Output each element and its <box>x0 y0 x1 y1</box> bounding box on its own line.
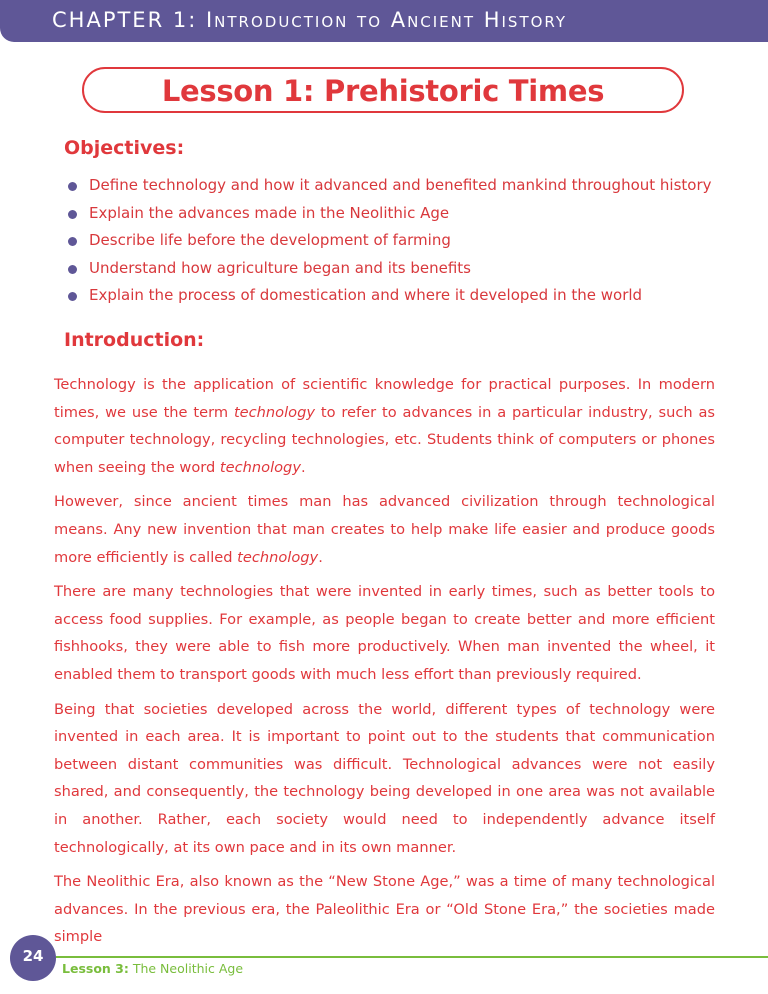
bullet-icon <box>68 265 77 274</box>
bullet-icon <box>68 292 77 301</box>
objectives-list <box>68 176 712 314</box>
introduction-heading: Introduction: <box>64 329 205 351</box>
paragraph <box>54 488 715 571</box>
objective-item <box>68 286 712 314</box>
paragraph-text: Technology is the application of scientific knowledge for practical purposes. In modern times, we use the term <box>54 376 715 421</box>
emphasis-text: technology <box>237 548 319 566</box>
bullet-icon <box>68 182 77 191</box>
objective-text: Define technology and how it advanced and benefited mankind throughout history <box>89 176 712 194</box>
emphasis-text: technology <box>233 403 315 421</box>
footer-divider <box>56 956 768 958</box>
chapter-title: CHAPTER 1: Introduction to Ancient History <box>52 8 568 32</box>
objective-item <box>68 259 712 287</box>
paragraph: There are many technologies that were invented in early times, such as better tools to access food supplies. For example, as people began to create better and more efficient fishhooks, they were able to fish more productively. When man invented the wheel, it enabled them to transport goods with much less effort than previously required. <box>54 583 715 683</box>
footer-lesson-name: The Neolithic Age <box>128 961 244 976</box>
paragraph: The Neolithic Era, also known as the “New Stone Age,” was a time of many technological advances. In the previous era, the Paleolithic Era or “Old Stone Era,” the societies made simple <box>54 873 715 946</box>
footer-lesson-label <box>62 961 243 976</box>
objective-text: Explain the advances made in the Neolithic Age <box>89 203 450 222</box>
objective-text: Describe life before the development of farming <box>89 231 451 250</box>
paragraph <box>54 371 715 481</box>
emphasis-text: technology <box>219 458 301 476</box>
objective-text: Understand how agriculture began and its benefits <box>89 258 471 277</box>
objectives-heading: Objectives: <box>64 137 185 159</box>
paragraph-text: . <box>318 548 323 566</box>
lesson-title: Lesson 1: Prehistoric Times <box>161 74 605 108</box>
objective-item <box>68 176 712 204</box>
objective-item <box>68 231 712 259</box>
paragraph: Being that societies developed across the world, different types of technology were invented in each area. It is important to point out to the students that communication between distant communities was difficult. Technological advances were not easily shared, and consequently, the technology being developed in one area was not available in another. Rather, each society would need to independently advance itself technologically, at its own pace and in its own manner. <box>54 700 715 856</box>
paragraph-text: . <box>300 458 306 476</box>
page-number-badge <box>10 935 56 981</box>
objective-item <box>68 204 712 232</box>
bullet-icon <box>68 237 77 246</box>
chapter-header-bar <box>0 0 768 42</box>
objective-text: Explain the process of domestication and where it developed in the world <box>89 286 643 305</box>
footer-lesson-number: Lesson 3: <box>62 961 129 976</box>
page-number: 24 <box>22 947 44 965</box>
paragraph-text: to refer to advances in a particular industry, such as computer technology, recycling technologies, etc. Students think of computers or phones when seeing the word <box>54 403 716 476</box>
paragraph-text: However, since ancient times man has advanced civilization through technological means. Any new invention that man creates to help make life easier and produce goods more efficiently is called <box>54 493 715 566</box>
lesson-title-banner <box>82 67 684 113</box>
bullet-icon <box>68 210 77 219</box>
introduction-body <box>54 371 715 958</box>
